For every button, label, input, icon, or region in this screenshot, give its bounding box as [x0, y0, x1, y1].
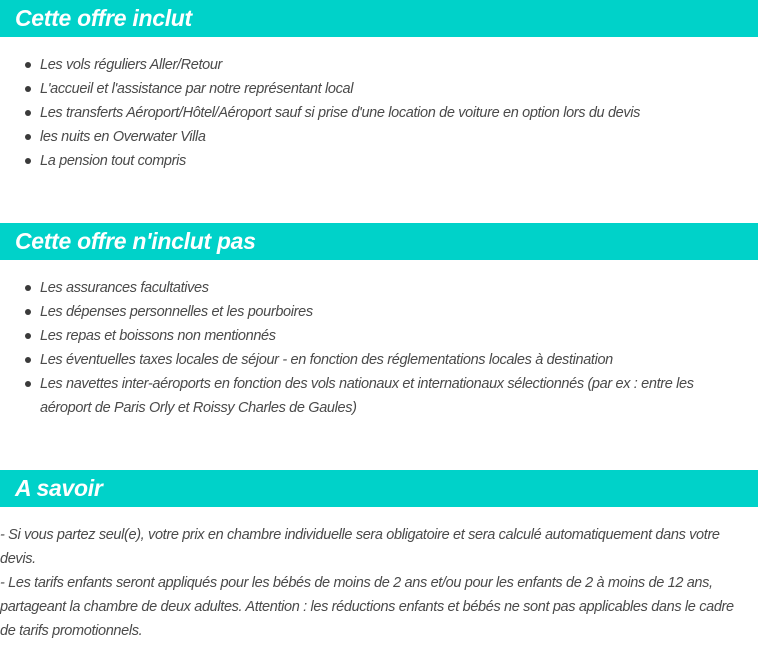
bullet-icon — [25, 158, 31, 164]
excluded-list — [0, 276, 758, 420]
bullet-icon — [25, 86, 31, 92]
section-title-excluded: Cette offre n'inclut pas — [15, 228, 256, 254]
list-item: Les repas et boissons non mentionnés — [0, 324, 758, 348]
bullet-icon — [25, 309, 31, 315]
list-item: Les transferts Aéroport/Hôtel/Aéroport sauf si prise d'une location de voiture en option lors du devis — [0, 101, 758, 125]
list-item: L'accueil et l'assistance par notre représentant local — [0, 77, 758, 101]
info-paragraph-child-rates: - Les tarifs enfants seront appliqués pour les bébés de moins de 2 ans et/ou pour les enfants de 2 à moins de 12 ans, partageant la chambre de deux adultes. Attention : les réductions enfants et bébés ne sont pas applicables dans le cadre de tarifs promotionnels. — [0, 575, 734, 639]
info-text — [0, 523, 758, 643]
list-item: Les assurances facultatives — [0, 276, 758, 300]
list-item: Les dépenses personnelles et les pourboires — [0, 300, 758, 324]
info-paragraph-single-room: - Si vous partez seul(e), votre prix en chambre individuelle sera obligatoire et sera calculé automatiquement dans votre devis. — [0, 527, 720, 567]
bullet-icon — [25, 134, 31, 140]
bullet-icon — [25, 357, 31, 363]
bullet-icon — [25, 62, 31, 68]
list-item: Les navettes inter-aéroports en fonction des vols nationaux et internationaux sélectionnés (par ex : entre les aéroport de Paris Orly et Roissy Charles de Gaules) — [0, 372, 758, 420]
bullet-icon — [25, 333, 31, 339]
section-title-included: Cette offre inclut — [15, 5, 192, 31]
list-item: les nuits en Overwater Villa — [0, 125, 758, 149]
list-item: La pension tout compris — [0, 149, 758, 173]
list-item: Les éventuelles taxes locales de séjour - en fonction des réglementations locales à destination — [0, 348, 758, 372]
section-header-info — [0, 470, 758, 507]
section-header-included — [0, 0, 758, 37]
list-item: Les vols réguliers Aller/Retour — [0, 53, 758, 77]
section-header-excluded — [0, 223, 758, 260]
bullet-icon — [25, 381, 31, 387]
section-title-info: A savoir — [15, 475, 103, 501]
bullet-icon — [25, 110, 31, 116]
included-list — [0, 53, 758, 173]
bullet-icon — [25, 285, 31, 291]
